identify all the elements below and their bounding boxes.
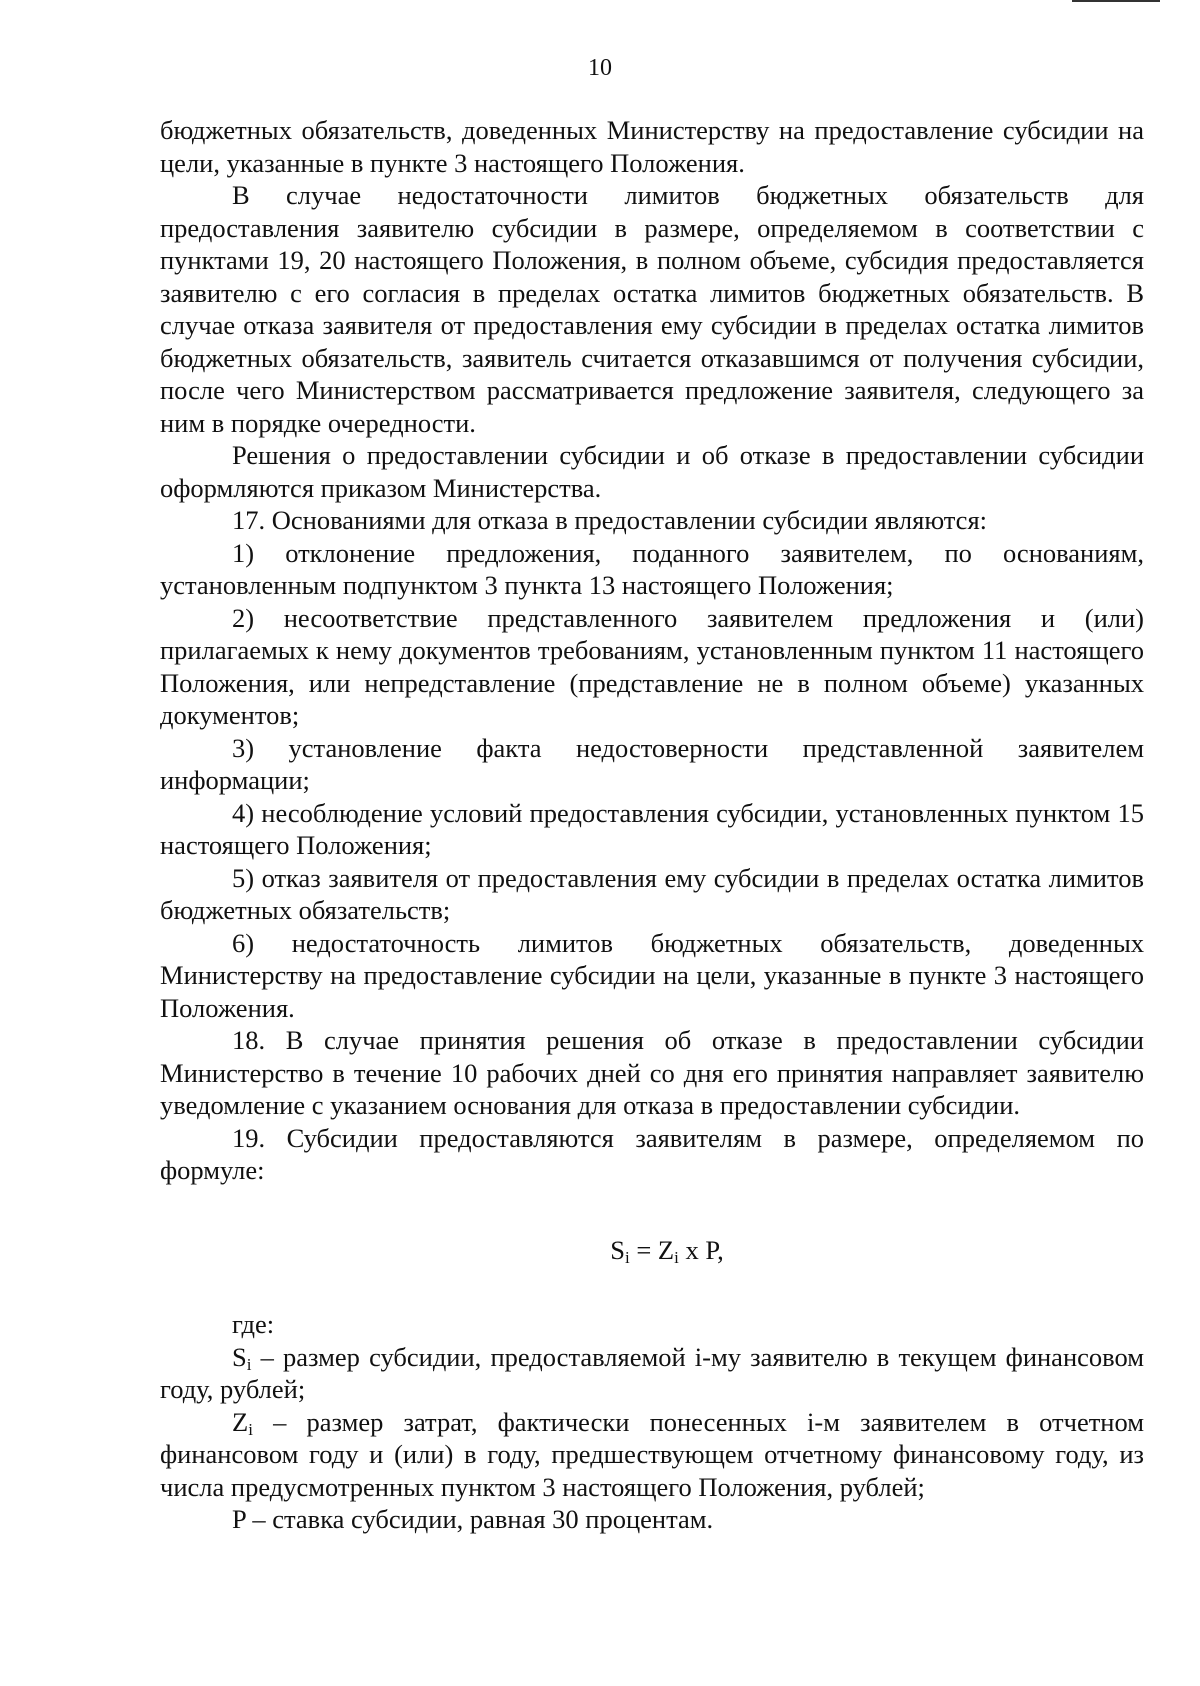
- clause-17-item-2: 2) несоответствие представленного заявителем предложения и (или) прилагаемых к нему документов требованиям, установленным пунктом 11 настоящего Положения, или непредставление (представление не в полном объеме) указанных документов;: [160, 602, 1144, 730]
- definition-z-symbol: Z: [232, 1406, 249, 1437]
- clause-17-heading: 17. Основаниями для отказа в предоставлении субсидии являются:: [232, 505, 987, 535]
- clause-18: 18. В случае принятия решения об отказе в предоставлении субсидии Министерство в течение 10 рабочих дней со дня его принятия направляет заявителю уведомление с указанием основания для отказа в предоставлении субсидии.: [160, 1025, 1144, 1120]
- formula-rest: x P,: [678, 1234, 724, 1265]
- formula-equals: =: [629, 1234, 658, 1265]
- definition-s-symbol: S: [232, 1341, 247, 1372]
- clause-17-item-5: 5) отказ заявителя от предоставления ему субсидии в пределах остатка лимитов бюджетных обязательств;: [160, 862, 1144, 925]
- formula-z-subscript: i: [674, 1247, 679, 1267]
- clause-17-item-4: 4) несоблюдение условий предоставления субсидии, установленных пунктом 15 настоящего Положения;: [160, 797, 1144, 860]
- formula-z: Z: [657, 1234, 675, 1265]
- where-label: где:: [232, 1309, 275, 1339]
- definition-p: P – ставка субсидии, равная 30 процентам.: [232, 1504, 714, 1534]
- definition-z-subscript: i: [248, 1419, 253, 1439]
- clause-17-item-1: 1) отклонение предложения, поданного заявителем, по основаниям, установленным подпунктом 3 пункта 13 настоящего Положения;: [160, 537, 1144, 600]
- document-body: [160, 114, 1144, 1536]
- paragraph-limits-shortage: В случае недостаточности лимитов бюджетных обязательств для предоставления заявителю субсидии в размере, определяемом в соответствии с пунктами 19, 20 настоящего Положения, в полном объеме, субсидия предоставляется заявителю с его согласия в пределах остатка лимитов бюджетных обязательств. В случае отказа заявителя от предоставления ему субсидии в пределах остатка лимитов бюджетных обязательств, заявитель считается отказавшимся от получения субсидии, после чего Министерством рассматривается предложение заявителя, следующего за ним в порядке очередности.: [160, 180, 1144, 438]
- formula-s: S: [610, 1234, 625, 1265]
- paragraph-continuation: бюджетных обязательств, доведенных Министерству на предоставление субсидии на цели, указанные в пункте 3 настоящего Положения.: [160, 115, 1144, 178]
- definition-s-subscript: i: [246, 1354, 252, 1374]
- top-edge-line: [1072, 0, 1160, 2]
- formula-s-subscript: i: [624, 1247, 630, 1267]
- subsidy-formula: [160, 1234, 1144, 1267]
- paragraph-decisions: Решения о предоставлении субсидии и об отказе в предоставлении субсидии оформляются приказом Министерства.: [160, 440, 1144, 503]
- clause-19: 19. Субсидии предоставляются заявителям в размере, определяемом по формуле:: [160, 1122, 1144, 1185]
- clause-17-item-3: 3) установление факта недостоверности представленной заявителем информации;: [160, 732, 1144, 795]
- definition-z: [160, 1406, 1144, 1504]
- definition-z-text: – размер затрат, фактически понесенных i-м заявителем в отчетном финансовом году и (или) в году, предшествующем отчетному финансовому году, из числа предусмотренных пунктом 3 настоящего Положения, рублей;: [160, 1406, 1144, 1502]
- clause-17-item-6: 6) недостаточность лимитов бюджетных обязательств, доведенных Министерству на предоставление субсидии на цели, указанные в пункте 3 настоящего Положения.: [160, 927, 1144, 1023]
- definition-s: [160, 1341, 1144, 1406]
- page-number: 10: [588, 55, 612, 81]
- definition-s-text: – размер субсидии, предоставляемой i-му заявителю в текущем финансовом году, рублей;: [160, 1341, 1144, 1404]
